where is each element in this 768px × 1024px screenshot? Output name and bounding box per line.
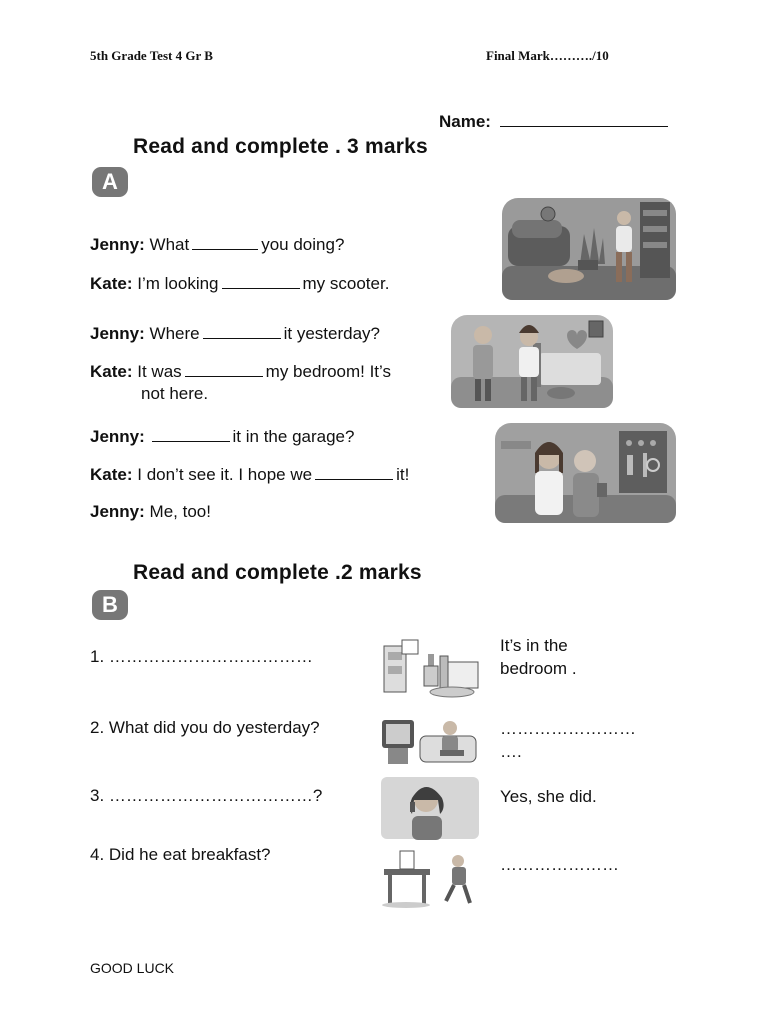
answer-2 [500, 717, 636, 763]
table-boy-illustration [380, 845, 480, 909]
answer-3 [500, 785, 597, 808]
answer-blank [192, 234, 258, 250]
answer-line: It’s in the [500, 636, 568, 655]
line-text: it in the garage? [232, 427, 355, 446]
section-b-badge: B [92, 590, 128, 620]
question-1: 1. ……………………………… [90, 647, 313, 666]
answer-blank [152, 426, 230, 442]
line-text: I’m looking [137, 274, 219, 293]
answer-line: Yes, she did. [500, 787, 597, 806]
tv-boy-illustration [380, 714, 480, 768]
name-blank [500, 112, 668, 127]
line-text: my scooter. [302, 274, 390, 293]
section-b-heading: Read and complete .2 marks [133, 561, 422, 584]
dialogue-line-4 [90, 361, 391, 405]
answer-line: …………………… [500, 719, 636, 738]
line-text: It was [137, 362, 182, 381]
speaker: Kate: [90, 274, 133, 293]
name-label: Name: [439, 112, 491, 131]
dialogue-line-1 [90, 234, 344, 256]
dialogue-line-6 [90, 464, 409, 486]
dialogue-line-5 [90, 426, 354, 448]
line-text: What [149, 235, 190, 254]
line-text: I don’t see it. I hope we [137, 465, 313, 484]
section-a-badge: A [92, 167, 128, 197]
answer-blank [222, 273, 300, 289]
answer-line: bedroom . [500, 659, 577, 678]
girl-phone-illustration [380, 776, 480, 840]
line-text: you doing? [261, 235, 345, 254]
section-a-heading: Read and complete . 3 marks [133, 135, 428, 158]
dialogue-line-7 [90, 501, 211, 523]
bedroom-illustration [449, 313, 615, 410]
bedroom-furniture-illustration [380, 636, 480, 700]
dialogue-line-3 [90, 323, 380, 345]
test-title: 5th Grade Test 4 Gr B [90, 48, 213, 63]
answer-4 [500, 853, 619, 876]
final-mark: Final Mark………./10 [486, 48, 609, 63]
line-text: it yesterday? [283, 324, 380, 343]
garage-illustration [493, 421, 678, 525]
answer-blank [315, 464, 393, 480]
line-text: Where [149, 324, 200, 343]
answer-line: ………………… [500, 855, 619, 874]
speaker: Kate: [90, 362, 133, 381]
name-field [439, 112, 668, 132]
speaker: Jenny: [90, 502, 145, 521]
question-3: 3. ………………………………? [90, 786, 323, 805]
speaker: Jenny: [90, 427, 145, 446]
speaker: Kate: [90, 465, 133, 484]
speaker: Jenny: [90, 324, 145, 343]
answer-blank [203, 323, 281, 339]
footer-good-luck: GOOD LUCK [90, 960, 175, 976]
answer-1 [500, 634, 577, 680]
line-text: it! [396, 465, 410, 484]
answer-line: …. [500, 742, 522, 761]
speaker: Jenny: [90, 235, 145, 254]
living-room-illustration [500, 196, 678, 302]
line-text: my bedroom! It’s [265, 362, 391, 381]
line-text: Me, too! [149, 502, 211, 521]
question-4: 4. Did he eat breakfast? [90, 845, 271, 864]
answer-blank [185, 361, 263, 377]
line-continuation: not here. [141, 384, 209, 403]
question-2: 2. What did you do yesterday? [90, 718, 320, 737]
dialogue-line-2 [90, 273, 389, 295]
